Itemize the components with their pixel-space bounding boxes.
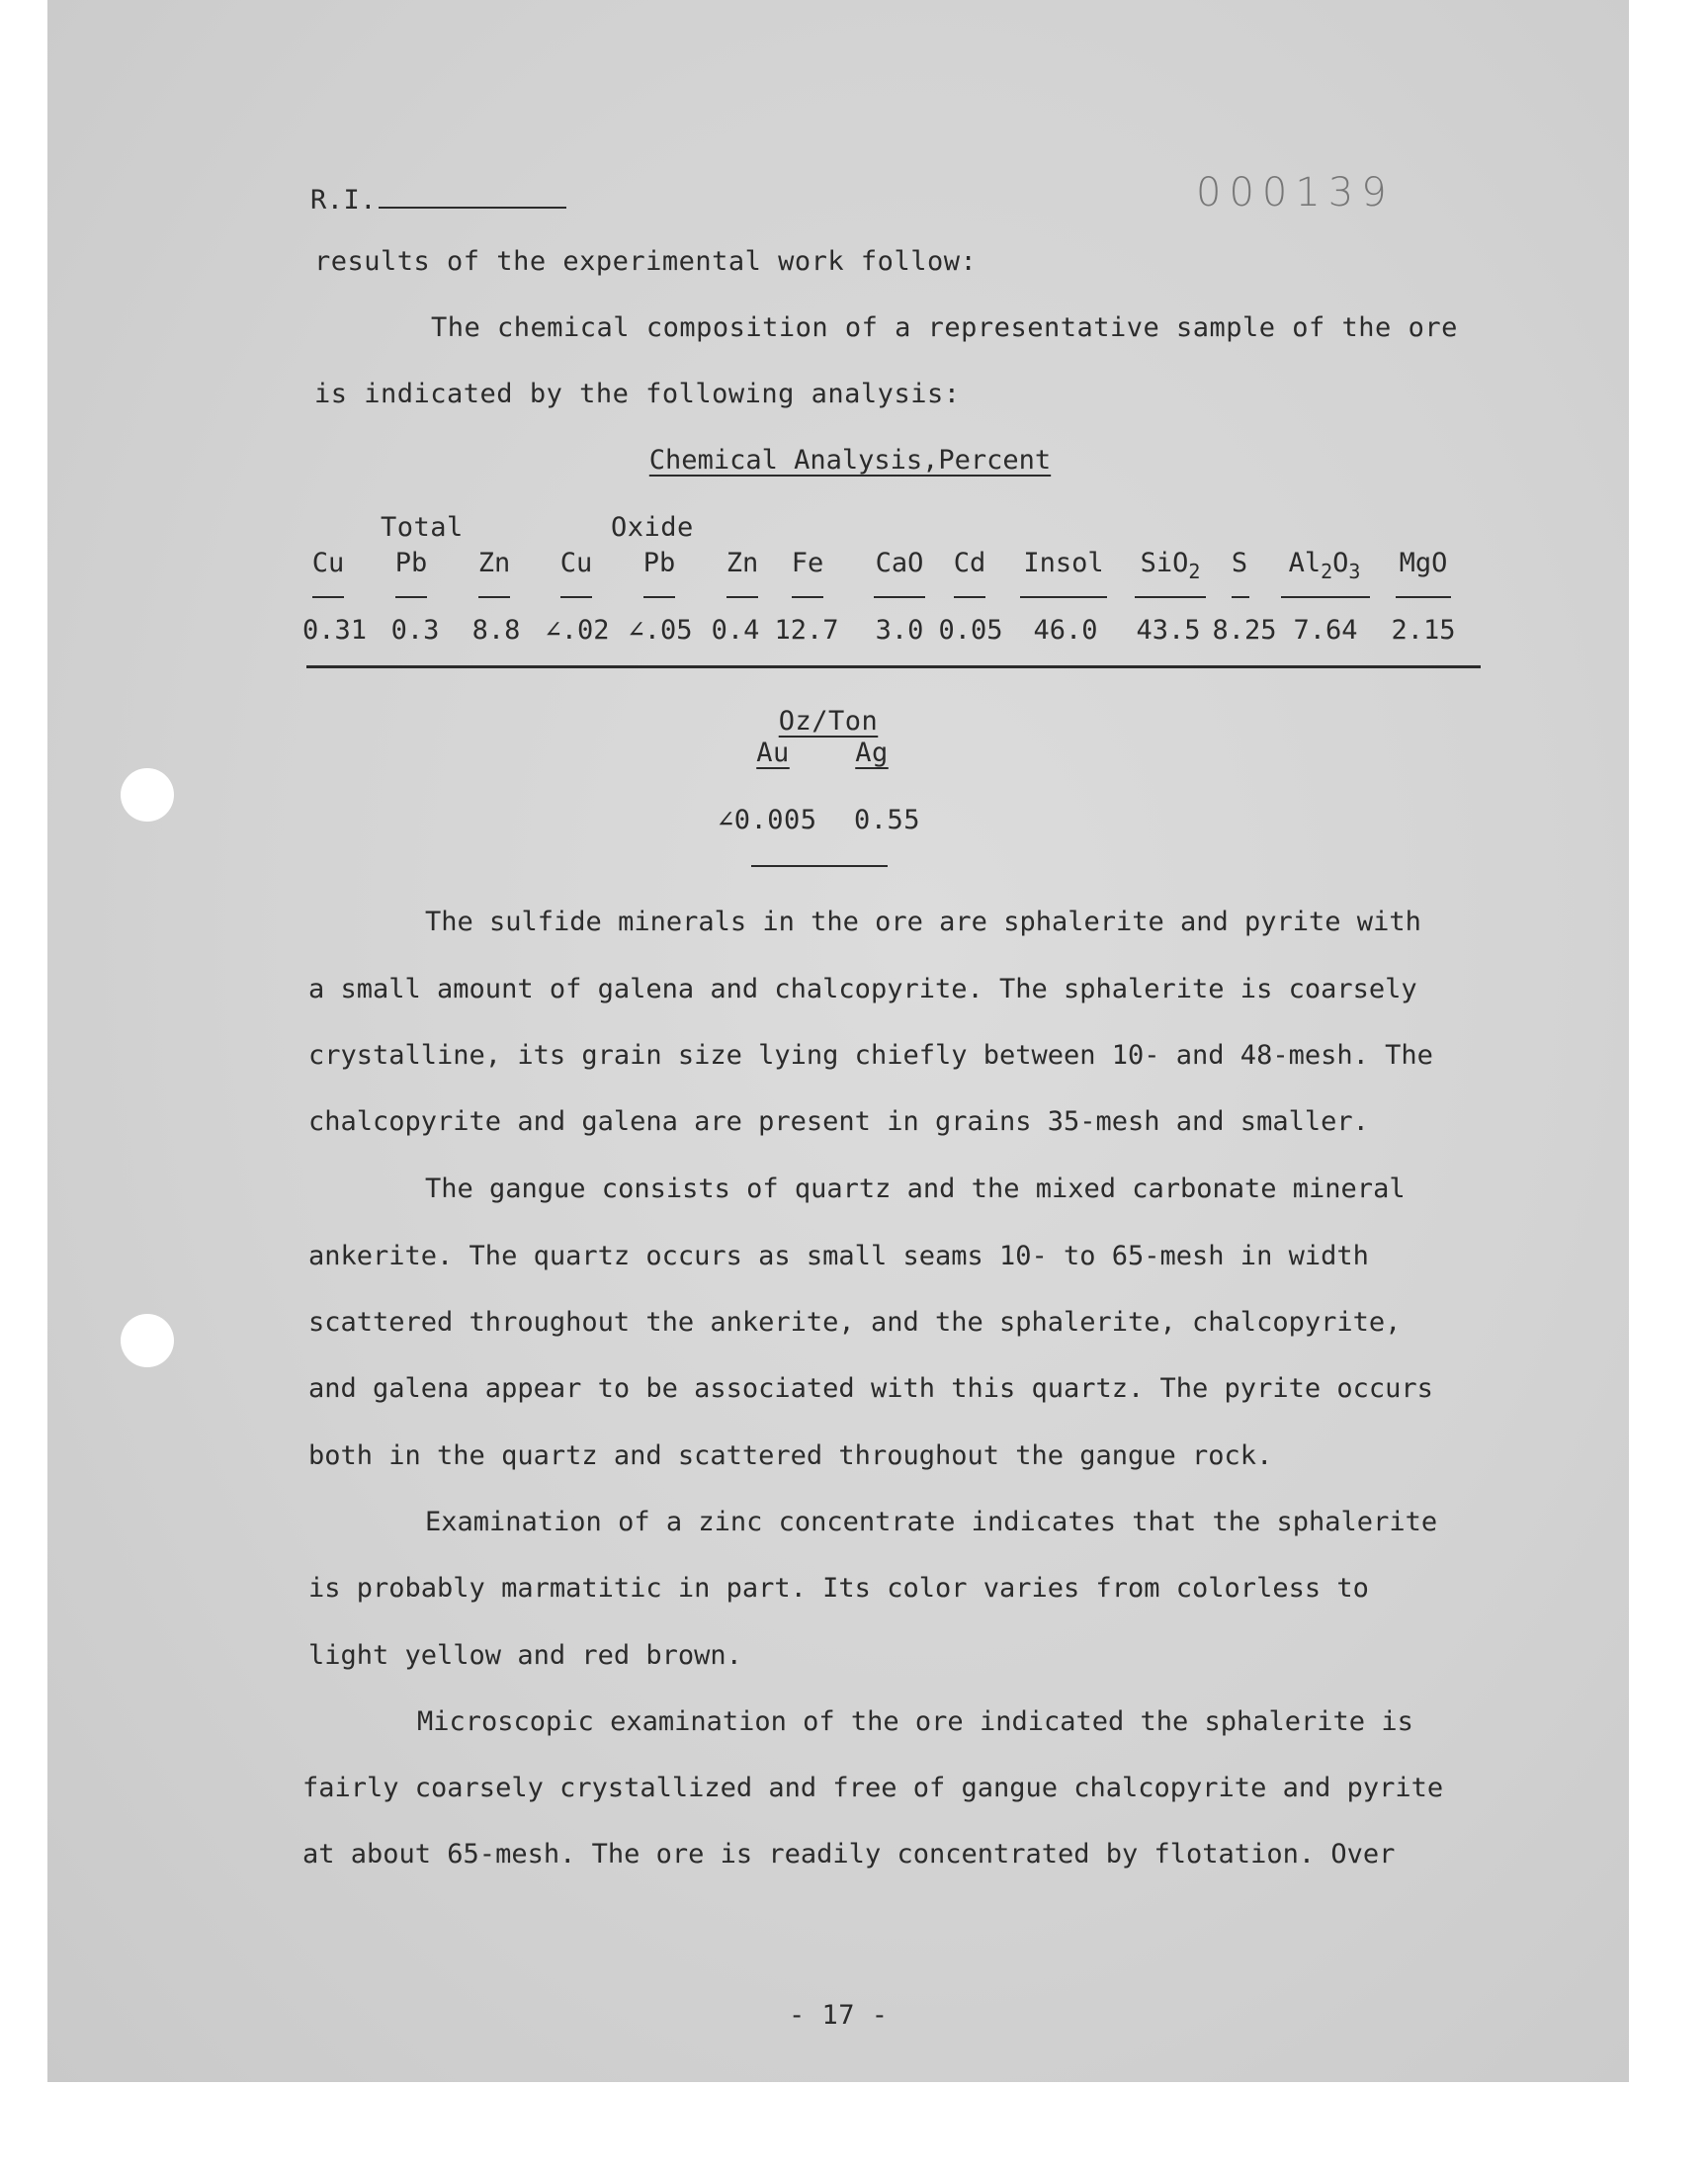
ri-label: R.I. xyxy=(310,181,566,216)
header-underline xyxy=(792,596,823,598)
col-header-ag: Ag xyxy=(855,738,889,768)
col-header-au: Au xyxy=(756,738,790,768)
header-underline xyxy=(874,596,925,598)
unit-label: Oz/Ton xyxy=(778,706,879,737)
header-underline xyxy=(395,596,427,598)
header-underline xyxy=(312,596,344,598)
col-header: Cd xyxy=(953,548,986,578)
punch-hole xyxy=(121,1314,174,1367)
header-underline xyxy=(1135,596,1206,598)
text-line: The gangue consists of quartz and the mixed carbonate mineral xyxy=(425,1174,1406,1204)
table-cell: 2.15 xyxy=(1391,615,1456,646)
header-underline xyxy=(1396,596,1451,598)
table-bottom-rule xyxy=(751,865,888,867)
text-line: ankerite. The quartz occurs as small seams 10- to 65-mesh in width xyxy=(308,1241,1369,1271)
table-cell: 8.8 xyxy=(471,615,521,646)
text-line: fairly coarsely crystallized and free of gangue chalcopyrite and pyrite xyxy=(302,1773,1444,1803)
table-cell: 0.3 xyxy=(390,615,440,646)
col-header: CaO xyxy=(875,548,924,578)
table-cell: 0.05 xyxy=(938,615,1003,646)
col-header: Zn xyxy=(726,548,759,578)
table-cell: 3.0 xyxy=(875,615,924,646)
header-underline xyxy=(726,596,758,598)
table-cell: 0.55 xyxy=(854,805,921,835)
page-number: - 17 - xyxy=(789,2000,889,2031)
header-underline xyxy=(1020,596,1107,598)
col-header: Cu xyxy=(559,548,593,578)
text-line: is probably marmatitic in part. Its color varies from colorless to xyxy=(308,1573,1369,1604)
col-header-al2o3: $Al_2O_3$ xyxy=(1288,548,1361,583)
table-cell: ∠.05 xyxy=(628,615,693,646)
header-underline xyxy=(1232,596,1249,598)
col-header: Fe xyxy=(791,548,824,578)
col-header: Zn xyxy=(477,548,511,578)
col-header: S xyxy=(1231,548,1248,578)
table-cell: 7.64 xyxy=(1293,615,1358,646)
col-header: Pb xyxy=(642,548,676,578)
table-caption: Chemical Analysis,Percent xyxy=(648,445,1052,476)
table-cell: ∠.02 xyxy=(545,615,610,646)
archive-stamp: 000139 xyxy=(1196,170,1395,216)
table-bottom-rule xyxy=(306,665,1481,668)
text-line: a small amount of galena and chalcopyrite. The sphalerite is coarsely xyxy=(308,974,1417,1004)
col-header-sio2: SiO$_2$ xyxy=(1140,548,1201,583)
header-underline xyxy=(478,596,510,598)
header-underline xyxy=(643,596,675,598)
header-underline xyxy=(1281,596,1370,598)
text-line: crystalline, its grain size lying chiefly between 10- and 48-mesh. The xyxy=(308,1040,1433,1071)
text-line: and galena appear to be associated with this quartz. The pyrite occurs xyxy=(308,1373,1433,1404)
col-header: Pb xyxy=(394,548,428,578)
header-underline xyxy=(560,596,592,598)
col-header: Insol xyxy=(1023,548,1104,578)
table-cell: 0.4 xyxy=(711,615,760,646)
intro-line: The chemical composition of a representative sample of the ore xyxy=(431,312,1458,343)
punch-hole xyxy=(121,768,174,822)
text-line: scattered throughout the ankerite, and the sphalerite, chalcopyrite, xyxy=(308,1307,1402,1338)
col-header: Cu xyxy=(311,548,345,578)
text-line: light yellow and red brown. xyxy=(308,1640,742,1671)
intro-line: results of the experimental work follow: xyxy=(314,246,978,277)
group-label-oxide: Oxide xyxy=(611,512,694,543)
intro-line: is indicated by the following analysis: xyxy=(314,379,961,409)
table-cell: 43.5 xyxy=(1136,615,1201,646)
ri-number-blank xyxy=(379,181,566,209)
table-cell: 46.0 xyxy=(1033,615,1098,646)
text-line: Examination of a zinc concentrate indicates that the sphalerite xyxy=(425,1507,1438,1537)
text-line: Microscopic examination of the ore indicated the sphalerite is xyxy=(417,1706,1413,1737)
text-line: The sulfide minerals in the ore are sphalerite and pyrite with xyxy=(425,907,1421,937)
table-cell: 8.25 xyxy=(1212,615,1277,646)
table-cell: 12.7 xyxy=(774,615,839,646)
group-label-total: Total xyxy=(381,512,464,543)
header-underline xyxy=(954,596,985,598)
table-cell: ∠0.005 xyxy=(718,805,817,835)
text-line: at about 65-mesh. The ore is readily concentrated by flotation. Over xyxy=(302,1839,1396,1870)
col-header: MgO xyxy=(1399,548,1448,578)
text-line: both in the quartz and scattered throughout the gangue rock. xyxy=(308,1440,1273,1471)
table-cell: 0.31 xyxy=(302,615,368,646)
text-line: chalcopyrite and galena are present in grains 35-mesh and smaller. xyxy=(308,1106,1369,1137)
